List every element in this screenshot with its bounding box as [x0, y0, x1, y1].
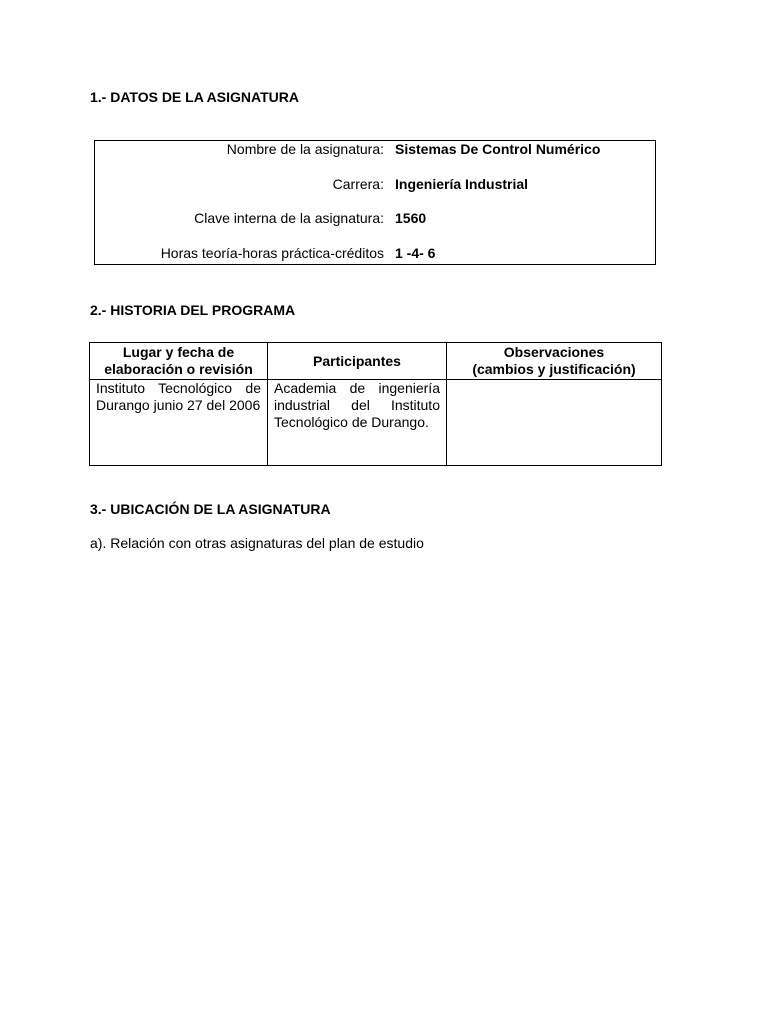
section-2-heading: 2.- HISTORIA DEL PROGRAMA [90, 302, 296, 318]
section-3-subtitle: a). Relación con otras asignaturas del plan de estudio [90, 535, 424, 551]
cell-participantes: Academia de ingeniería industrial del Instituto Tecnológico de Durango. [268, 380, 447, 466]
historia-header-row [90, 343, 662, 380]
header-lugar-line2: elaboración o revisión [104, 361, 253, 377]
datos-row-horas [95, 245, 655, 265]
historia-table [89, 342, 662, 466]
header-observaciones [447, 343, 662, 380]
carrera-label: Carrera: [332, 176, 384, 192]
header-lugar [90, 343, 268, 380]
datos-row-nombre [95, 141, 655, 161]
horas-label: Horas teoría-horas práctica-créditos [160, 245, 384, 261]
table-row [90, 380, 662, 466]
clave-label: Clave interna de la asignatura: [194, 210, 384, 226]
datos-row-carrera [95, 176, 655, 196]
datos-asignatura-box [94, 140, 656, 265]
nombre-value: Sistemas De Control Numérico [395, 141, 601, 157]
header-observaciones-line1: Observaciones [503, 344, 605, 360]
nombre-label: Nombre de la asignatura: [226, 141, 384, 157]
section-3-heading: 3.- UBICACIÓN DE LA ASIGNATURA [90, 501, 331, 517]
cell-lugar: Instituto Tecnológico de Durango junio 27 del 2006 [90, 380, 268, 466]
datos-row-clave [95, 210, 655, 230]
section-1-heading: 1.- DATOS DE LA ASIGNATURA [90, 89, 299, 105]
horas-value: 1 -4- 6 [395, 245, 436, 261]
carrera-value: Ingeniería Industrial [395, 176, 529, 192]
header-participantes: Participantes [268, 343, 447, 380]
cell-observaciones [447, 380, 662, 466]
clave-value: 1560 [395, 210, 427, 226]
header-observaciones-line2: (cambios y justificación) [472, 361, 636, 377]
header-lugar-line1: Lugar y fecha de [122, 344, 235, 360]
